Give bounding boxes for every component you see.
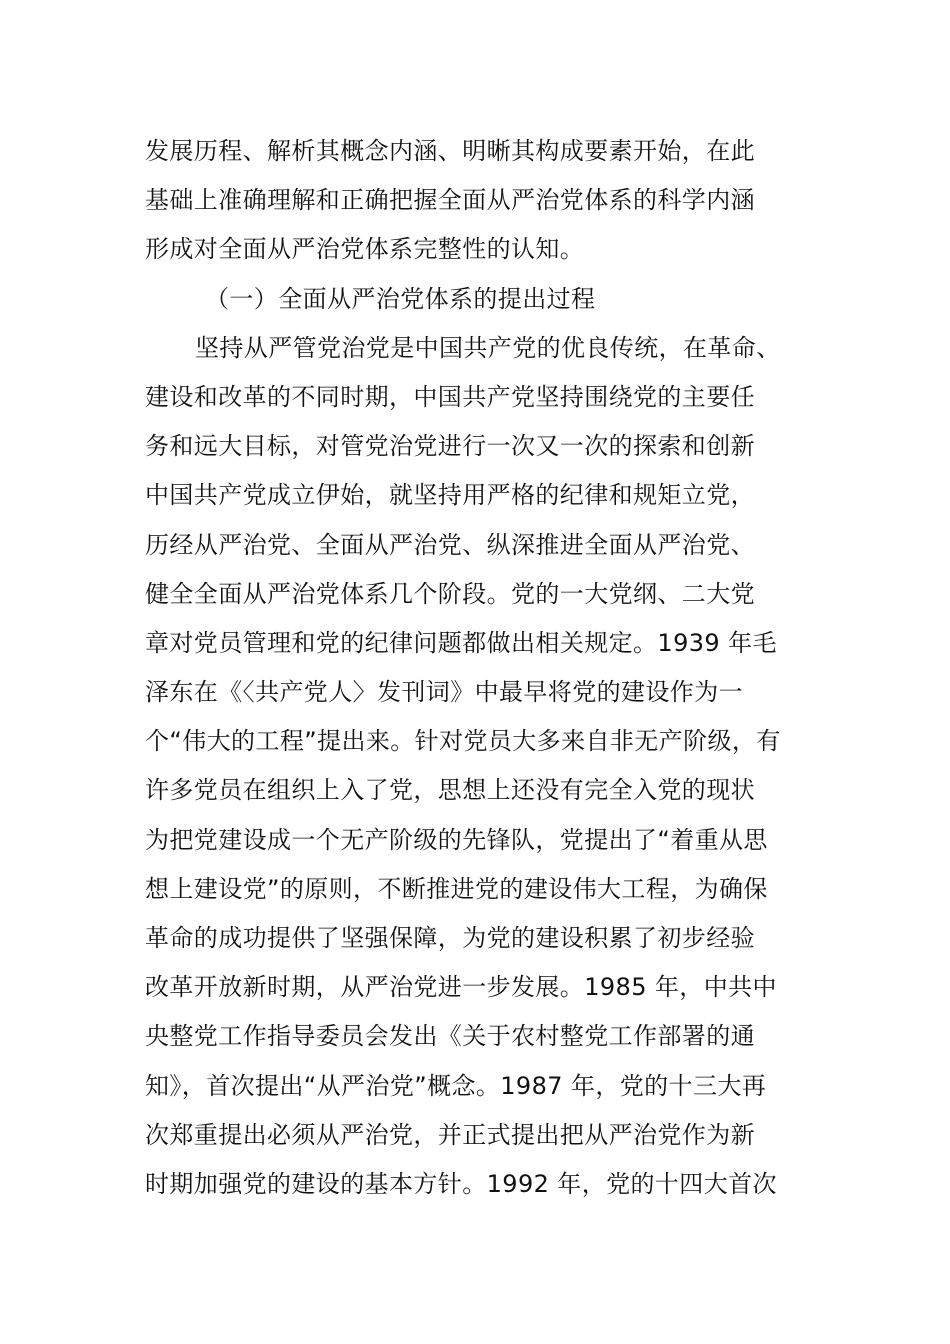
text-line: 改革开放新时期，从严治党进一步发展。1985 年，中共中 [145, 973, 777, 1002]
text-line: 泽东在《〈共产党人〉发刊词》中最早将党的建设作为一 [145, 678, 743, 707]
text-line: 历经从严治党、全面从严治党、纵深推进全面从严治党、 [145, 530, 755, 559]
text-line: 革命的成功提供了坚强保障，为党的建设积累了初步经验 [145, 924, 755, 952]
text-line: 建设和改革的不同时期，中国共产党坚持围绕党的主要任 [145, 382, 755, 411]
section-heading: （一）全面从严治党体系的提出过程 [205, 284, 596, 313]
text-line: 央整党工作指导委员会发出《关于农村整党工作部署的通 [145, 1022, 755, 1051]
body-text [145, 127, 825, 1209]
text-line: 形成对全面从严治党体系完整性的认知。 [145, 235, 585, 264]
text-line: 中国共产党成立伊始，就坚持用严格的纪律和规矩立党， [145, 481, 755, 510]
text-line: 个“伟大的工程”提出来。针对党员大多来自非无产阶级，有 [145, 727, 781, 756]
text-line: 章对党员管理和党的纪律问题都做出相关规定。1939 年毛 [145, 628, 777, 657]
paragraph-first-line: 坚持从严管党治党是中国共产党的优良传统，在革命、 [195, 333, 781, 362]
text-line: 时期加强党的建设的基本方针。1992 年，党的十四大首次 [145, 1169, 777, 1198]
text-line: 为把党建设成一个无产阶级的先锋队，党提出了“着重从思 [145, 825, 768, 854]
text-line: 发展历程、解析其概念内涵、明晰其构成要素开始，在此 [145, 137, 755, 165]
text-line: 次郑重提出必须从严治党，并正式提出把从严治党作为新 [145, 1120, 755, 1149]
text-line: 基础上准确理解和正确把握全面从严治党体系的科学内涵 [145, 186, 755, 215]
text-line: 想上建设党”的原则，不断推进党的建设伟大工程，为确保 [145, 874, 768, 903]
text-line: 知》，首次提出“从严治党”概念。1987 年，党的十三大再 [145, 1071, 767, 1100]
text-line: 许多党员在组织上入了党，思想上还没有完全入党的现状 [145, 776, 755, 805]
text-line: 健全全面从严治党体系几个阶段。党的一大党纲、二大党 [145, 579, 755, 608]
text-line: 务和远大目标，对管党治党进行一次又一次的探索和创新 [145, 432, 755, 461]
